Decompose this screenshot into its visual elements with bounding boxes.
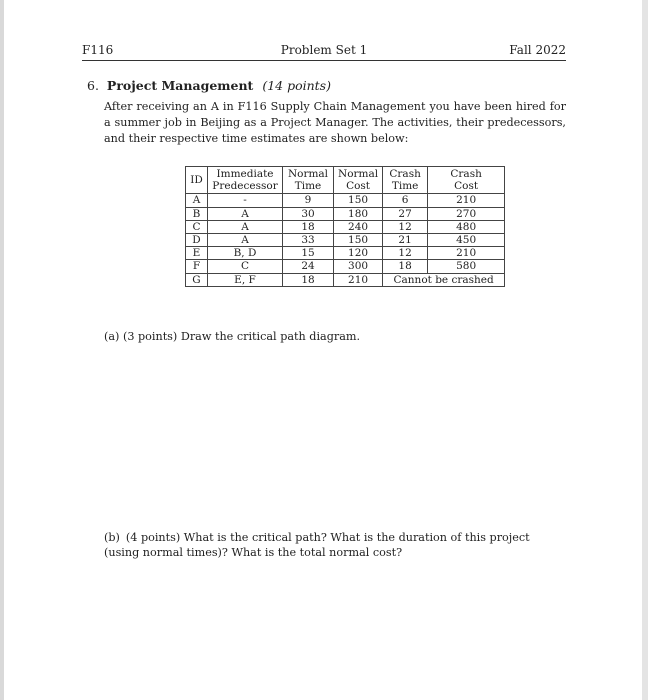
cell-crash-time: 27 (383, 207, 428, 220)
cell-predecessor: - (208, 194, 283, 207)
cell-id: F (186, 260, 208, 273)
cell-crash-cost: 270 (428, 207, 505, 220)
header-course: F116 (82, 43, 114, 57)
part-a-text: Draw the critical path diagram. (180, 330, 361, 343)
part-b-text: What is the critical path? What is the duration of this project (using normal times)? What is the total normal cost? (104, 531, 530, 559)
cell-normal-cost: 300 (334, 260, 383, 273)
header-term: Fall 2022 (509, 43, 566, 57)
cell-crash-cost: 450 (428, 234, 505, 247)
cell-crash-time: 12 (383, 220, 428, 233)
page-header (82, 43, 566, 59)
cell-id: A (186, 194, 208, 207)
cell-predecessor: E, F (208, 273, 283, 286)
cell-normal-time: 33 (283, 234, 334, 247)
header-id: ID (186, 167, 208, 194)
cell-id: G (186, 273, 208, 286)
header-title: Problem Set 1 (280, 43, 368, 57)
cell-normal-cost: 120 (334, 247, 383, 260)
cell-normal-cost: 180 (334, 207, 383, 220)
cell-id: D (186, 234, 208, 247)
problem-points: (14 points) (262, 78, 331, 93)
cell-crash-cost: 210 (428, 247, 505, 260)
header-normal-time: Normal Time (283, 167, 334, 194)
part-a-label: (a) (104, 330, 120, 343)
table-row (186, 194, 505, 207)
cell-predecessor: A (208, 220, 283, 233)
scan-right-edge (642, 0, 648, 700)
cell-normal-time: 15 (283, 247, 334, 260)
table-row (186, 207, 505, 220)
cell-predecessor: B, D (208, 247, 283, 260)
question-part-a (104, 330, 360, 343)
problem-intro: After receiving an A in F116 Supply Chain Management you have been hired for a summer job in Beijing as a Project Manager. The activities, their predecessors, and their respective time estimates are shown below: (104, 100, 566, 145)
part-b-label: (b) (104, 531, 120, 544)
cell-crash-note: Cannot be crashed (383, 273, 505, 286)
table-row (186, 260, 505, 273)
header-rule (82, 60, 566, 61)
header-predecessor: Immediate Predecessor (208, 167, 283, 194)
part-a-points: (3 points) (122, 330, 178, 343)
table-row (186, 234, 505, 247)
cell-id: C (186, 220, 208, 233)
cell-normal-cost: 240 (334, 220, 383, 233)
problem-title: Project Management (106, 78, 254, 93)
table-row (186, 273, 505, 286)
cell-crash-time: 18 (383, 260, 428, 273)
cell-normal-time: 18 (283, 273, 334, 286)
cell-crash-cost: 210 (428, 194, 505, 207)
cell-id: E (186, 247, 208, 260)
table-row (186, 247, 505, 260)
cell-crash-time: 21 (383, 234, 428, 247)
cell-normal-cost: 150 (334, 234, 383, 247)
table-row (186, 220, 505, 233)
cell-normal-time: 18 (283, 220, 334, 233)
part-b-points: (4 points) (125, 531, 181, 544)
cell-normal-time: 9 (283, 194, 334, 207)
cell-predecessor: A (208, 207, 283, 220)
cell-predecessor: A (208, 234, 283, 247)
cell-id: B (186, 207, 208, 220)
cell-normal-time: 24 (283, 260, 334, 273)
header-crash-time: Crash Time (383, 167, 428, 194)
cell-crash-cost: 580 (428, 260, 505, 273)
cell-normal-cost: 210 (334, 273, 383, 286)
problem-heading (87, 78, 331, 93)
cell-normal-time: 30 (283, 207, 334, 220)
header-normal-cost: Normal Cost (334, 167, 383, 194)
activities-table (185, 166, 505, 287)
cell-crash-time: 6 (383, 194, 428, 207)
cell-normal-cost: 150 (334, 194, 383, 207)
table-header-row (186, 167, 505, 194)
cell-crash-time: 12 (383, 247, 428, 260)
cell-crash-cost: 480 (428, 220, 505, 233)
question-part-b (104, 530, 566, 560)
cell-predecessor: C (208, 260, 283, 273)
header-crash-cost: Crash Cost (428, 167, 505, 194)
scan-left-edge (0, 0, 4, 700)
problem-number: 6. (87, 78, 99, 93)
